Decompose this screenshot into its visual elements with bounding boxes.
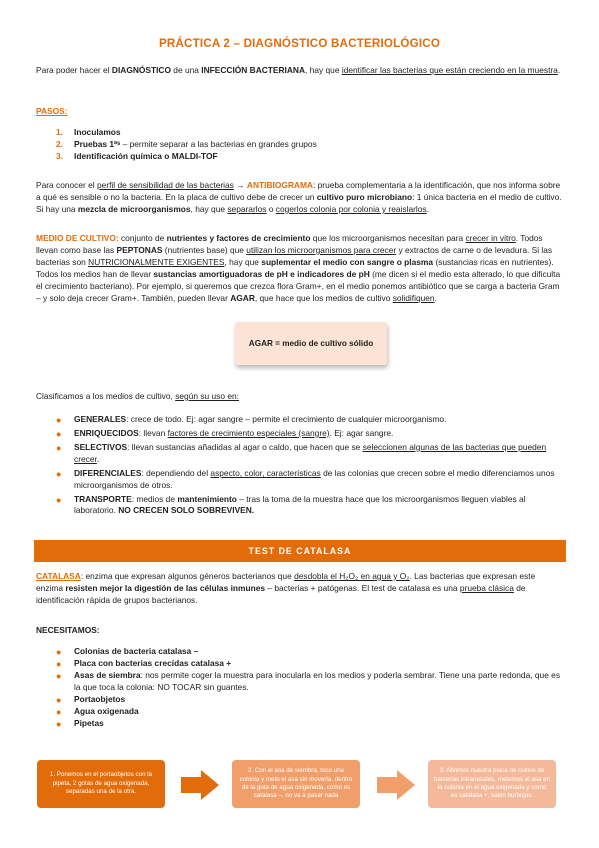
material-item	[36, 670, 564, 694]
text: : medios de	[131, 493, 178, 504]
medio-type: DIFERENCIALES	[74, 467, 142, 478]
bullet-icon: ●	[56, 428, 62, 439]
underlined: seleccionen algunas de las bacterias que pueden crecer	[74, 441, 547, 464]
bold-term: cultivo puro microbiano	[316, 191, 413, 202]
paso-item	[36, 127, 564, 139]
intro-paragraph	[36, 65, 564, 77]
paso-item	[36, 139, 564, 151]
bullet-icon: ●	[56, 494, 62, 505]
medios-list	[36, 414, 564, 517]
catalasa-term: CATALASA	[36, 571, 81, 581]
material-name: Colonias de bacteria catalasa –	[74, 646, 199, 656]
underlined: aspecto, color, características	[210, 467, 321, 478]
text: . Ej: agar sangre.	[329, 427, 394, 438]
intro-bold-diagnostico: DIAGNÓSTICO	[111, 65, 171, 75]
text: de las colonias que crecen sobre el medio diferenciamos unos microorganismos de otros.	[74, 467, 555, 490]
text: : llevan sustancias añadidas al agar o caldo, que hacen que se	[127, 441, 363, 452]
text: conjunto de	[118, 233, 167, 243]
text: : 1 única bacteria en el medio de cultivo. Si hay una	[36, 191, 562, 214]
bullet-icon: ●	[56, 706, 62, 717]
text: , que hace que los medios de cultivo	[254, 292, 393, 303]
paso-label: Identificación química o MALDI-TOF	[74, 150, 218, 161]
bold-term: suplementar el medio con sangre o plasma	[261, 256, 434, 267]
medio-type: TRANSPORTE	[74, 493, 132, 504]
underlined: utilizan los microorganismos para crecer	[246, 244, 397, 255]
bold-term: PEPTONAS	[116, 244, 163, 255]
clasificacion-intro	[36, 391, 564, 403]
text: de identificación rápida de grupos bacterianos.	[36, 582, 526, 605]
paso-label: Inoculamos	[74, 127, 121, 137]
material-name: Portaobjetos	[74, 693, 126, 704]
bullet-icon: ●	[56, 415, 62, 425]
bold-term: mantenimiento	[177, 493, 237, 504]
bullet-icon: ●	[56, 442, 62, 453]
material-item	[36, 658, 564, 670]
medio-item-enriquecidos	[36, 428, 564, 440]
medio-type: GENERALES	[74, 414, 127, 424]
underlined: separarlos	[227, 203, 267, 214]
material-item	[36, 694, 564, 706]
intro-text: , hay que	[305, 65, 342, 75]
underlined: solidifiquen	[392, 292, 435, 303]
text: : nos permite coger la muestra para inocularla en los medios y poderla sembrar. Tiene una parte redonda, que es la que toca la colonia: NO TOCAR sin guantes.	[74, 669, 561, 692]
page-title: PRÁCTICA 2 – DIAGNÓSTICO BACTERIOLÓGICO	[158, 37, 441, 50]
intro-underlined: identificar las bacterias que están creciendo en la muestra	[341, 65, 558, 75]
intro-text: de una	[170, 65, 202, 75]
bold-term: resisten mejor la digestión de las células inmunes	[65, 582, 266, 593]
bold-term: AGAR	[230, 292, 255, 303]
underlined: crecer in vitro	[465, 233, 516, 243]
paso-number: 3.	[56, 150, 63, 161]
bullet-icon: ●	[56, 658, 62, 669]
medio-item-transporte	[36, 494, 564, 518]
material-item	[36, 646, 564, 658]
medio-item-selectivos	[36, 442, 564, 466]
flow-step-3: 3. Abrimos nuestra placa de cultivo de bacterias intranasales, metemos el asa en la colonia en el agua oxigenada y como es catalasa +, salen burbujas.	[428, 760, 556, 808]
text: – bacterias + patógenas. El test de catalasa es una	[265, 582, 460, 593]
text: (nutrientes base) que	[162, 244, 247, 255]
text: Clasificamos a los medios de cultivo,	[36, 391, 176, 401]
paso-label: Pruebas 1ªˢ	[74, 138, 121, 149]
text: . Todos llevan como base las	[36, 233, 543, 255]
text: . Las bacterias que expresan este enzima	[36, 571, 536, 593]
antibiograma-paragraph	[36, 180, 564, 216]
pasos-list	[36, 127, 564, 163]
bold-term: mezcla de microorganismos	[77, 203, 191, 214]
material-name: Pipetas	[74, 717, 104, 728]
flow-step-1: 1. Ponemos en el portaobjetos con la pipeta, 2 gotas de agua oxigenada, separadas una de la otra.	[37, 760, 165, 808]
right-arrow-icon	[377, 770, 415, 800]
material-name: Asas de siembra	[74, 669, 141, 680]
text: .	[96, 453, 100, 464]
antibiograma-term: ANTIBIOGRAMA	[246, 180, 313, 190]
text: : dependiendo del	[141, 467, 211, 478]
catalasa-paragraph	[36, 571, 564, 607]
intro-bold-infeccion: INFECCIÓN BACTERIANA	[201, 65, 306, 75]
medio-item-generales	[36, 414, 564, 426]
text: : llevan	[138, 427, 168, 438]
arrow-text: →	[233, 180, 247, 190]
bold-term: sustancias amortiguadoras de pH e indicadores de pH	[153, 268, 370, 279]
bullet-icon: ●	[56, 694, 62, 705]
underlined: perfil de sensibilidad de las bacterias	[97, 180, 234, 190]
material-item	[36, 718, 564, 730]
necesitamos-heading: NECESITAMOS:	[36, 625, 100, 635]
paso-item	[36, 151, 564, 163]
text: : enzima que expresan algunos géneros bacterianos que	[80, 571, 295, 581]
paso-number: 1.	[56, 127, 63, 137]
underlined: NUTRICIONALMENTE EXIGENTES	[88, 256, 225, 267]
bullet-icon: ●	[56, 670, 62, 681]
medio-item-diferenciales	[36, 468, 564, 492]
material-item	[36, 706, 564, 718]
underlined: según su uso en:	[175, 391, 239, 401]
underlined: cogerlos colonia por colonia y reaislarlos	[275, 203, 427, 214]
medio-paragraph	[36, 233, 564, 305]
material-name: Placa con bacterias crecidas catalasa +	[74, 657, 232, 668]
bullet-icon: ●	[56, 718, 62, 729]
text: que los microorganismos necesitan para	[310, 233, 466, 243]
text: : crece de todo. Ej: agar sangre – permite el crecimiento de cualquier microorganismo.	[126, 414, 447, 424]
agar-callout-box: AGAR = medio de cultivo sólido	[235, 322, 387, 365]
bullet-icon: ●	[56, 647, 62, 657]
text: Para conocer el	[36, 180, 97, 190]
bullet-icon: ●	[56, 468, 62, 479]
text: , hay que	[224, 256, 262, 267]
medio-type: ENRIQUECIDOS	[74, 427, 139, 438]
underlined: prueba clásica	[459, 582, 514, 593]
text: (me dicen si el medio esta alterado, lo que dificulta el crecimiento bacteriano). Por ejemplo, si queremos que crezca flora Gram+, en el medio ponemos antibiótico que se carga a bacteria Gram – y solo deja crecer Gram+. También, pueden llevar	[36, 268, 561, 303]
intro-text: Para poder hacer el	[36, 65, 112, 75]
bold-term: nutrientes y factores de crecimiento	[166, 233, 311, 243]
text: , hay que	[190, 203, 228, 214]
medio-term: MEDIO DE CULTIVO:	[36, 233, 119, 243]
intro-text: .	[557, 65, 561, 75]
underlined: desdobla el H₂O₂ en agua y O₂	[294, 571, 410, 581]
section-banner: TEST DE CATALASA	[34, 540, 566, 562]
pasos-heading: PASOS:	[36, 106, 68, 116]
text: – tras la toma de la muestra hace que los microorganismos lleguen viables al laboratorio.	[74, 493, 526, 516]
text: .	[426, 203, 429, 214]
paso-text: – permite separar a las bacterias en grandes grupos	[120, 138, 317, 149]
medio-type: SELECTIVOS	[74, 441, 128, 452]
right-arrow-icon	[181, 770, 219, 800]
text: y extractos de carne o de levadura. Si las bacterias son	[36, 244, 553, 267]
text: (sustancias ricas en nutrientes). Todos los medios han de llevar	[36, 256, 554, 279]
necesitamos-list	[36, 646, 564, 729]
paso-number: 2.	[56, 138, 63, 149]
flow-step-2: 2. Con el asa de siembra, toco una colonia y meto el asa sin moverla, dentro de la gota de agua oxigenada, como es catalasa –, no va a pasar nada	[232, 760, 360, 808]
text: o	[266, 203, 276, 214]
text: .	[434, 292, 437, 303]
text: : prueba complementaria a la identificación, que nos informa sobre a qué es sensible o no la bacteria. En la placa de cultivo debe de crecer un	[36, 180, 561, 202]
bold-term: NO CRECEN SOLO SOBREVIVEN.	[118, 505, 255, 516]
material-name: Agua oxigenada	[74, 705, 139, 716]
underlined: factores de crecimiento especiales (sangre)	[167, 427, 330, 438]
